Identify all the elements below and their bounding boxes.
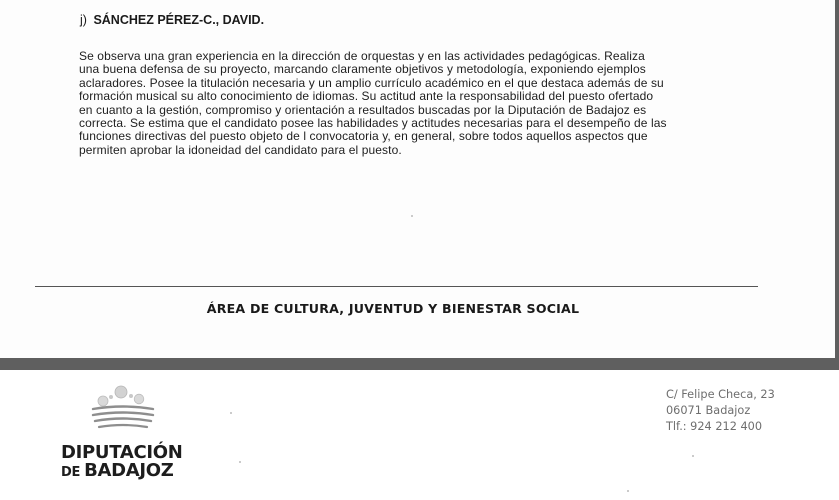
paragraph-line: funciones directivas del puesto objeto de l convocatoria y, en general, sobre todos aquellos aspectos que (79, 129, 648, 144)
diputacion-logo-icon (85, 385, 165, 435)
logo-text-main: BADAJOZ (84, 460, 174, 481)
scan-speck (692, 455, 694, 457)
paragraph-line: correcta. Se estima que el candidato posee las habilidades y actitudes necesarias para el desempeño de las (79, 116, 667, 131)
paragraph-line: aclaradores. Posee la titulación necesaria y un amplio currículo académico en el que destaca además de su (79, 75, 664, 90)
address-street: C/ Felipe Checa, 23 (666, 388, 775, 401)
paragraph-line: formación musical su alto conocimiento de idiomas. Su actitud ante la responsabilidad del puesto ofertado (79, 89, 654, 104)
area-title: ÁREA DE CULTURA, JUVENTUD Y BIENESTAR SOCIAL (206, 301, 580, 316)
paragraph-line: Se observa una gran experiencia en la dirección de orquestas y en las actividades pedagógicas. Realiza (79, 49, 645, 63)
paragraph-line: una buena defensa de su proyecto, marcando claramente objetivos y metodología, exponiendo ejemplos (79, 62, 646, 77)
address-block (666, 387, 775, 435)
address-city: 06071 Badajoz (666, 404, 751, 417)
scan-speck (411, 215, 413, 217)
logo-text-diputacion: DIPUTACIÓN (61, 442, 183, 463)
address-phone: Tlf.: 924 212 400 (666, 420, 763, 433)
logo-text-de: DE (61, 465, 81, 480)
evaluation-paragraph (79, 50, 762, 157)
paragraph-line: en cuanto a la gestión, compromiso y orientación a resultados buscadas por la Diputación de Badajoz es (79, 102, 647, 117)
horizontal-rule (35, 286, 758, 287)
candidate-name: SÁNCHEZ PÉREZ-C., DAVID. (93, 13, 265, 27)
page-separator (0, 358, 839, 370)
logo-text-badajoz (61, 460, 174, 481)
scan-speck (239, 461, 241, 463)
scan-speck (230, 412, 232, 414)
candidate-heading (80, 13, 264, 27)
scan-speck (627, 490, 629, 492)
heading-index: j) (80, 13, 87, 27)
paragraph-line: permiten aprobar la idoneidad del candidato para el puesto. (79, 142, 402, 157)
